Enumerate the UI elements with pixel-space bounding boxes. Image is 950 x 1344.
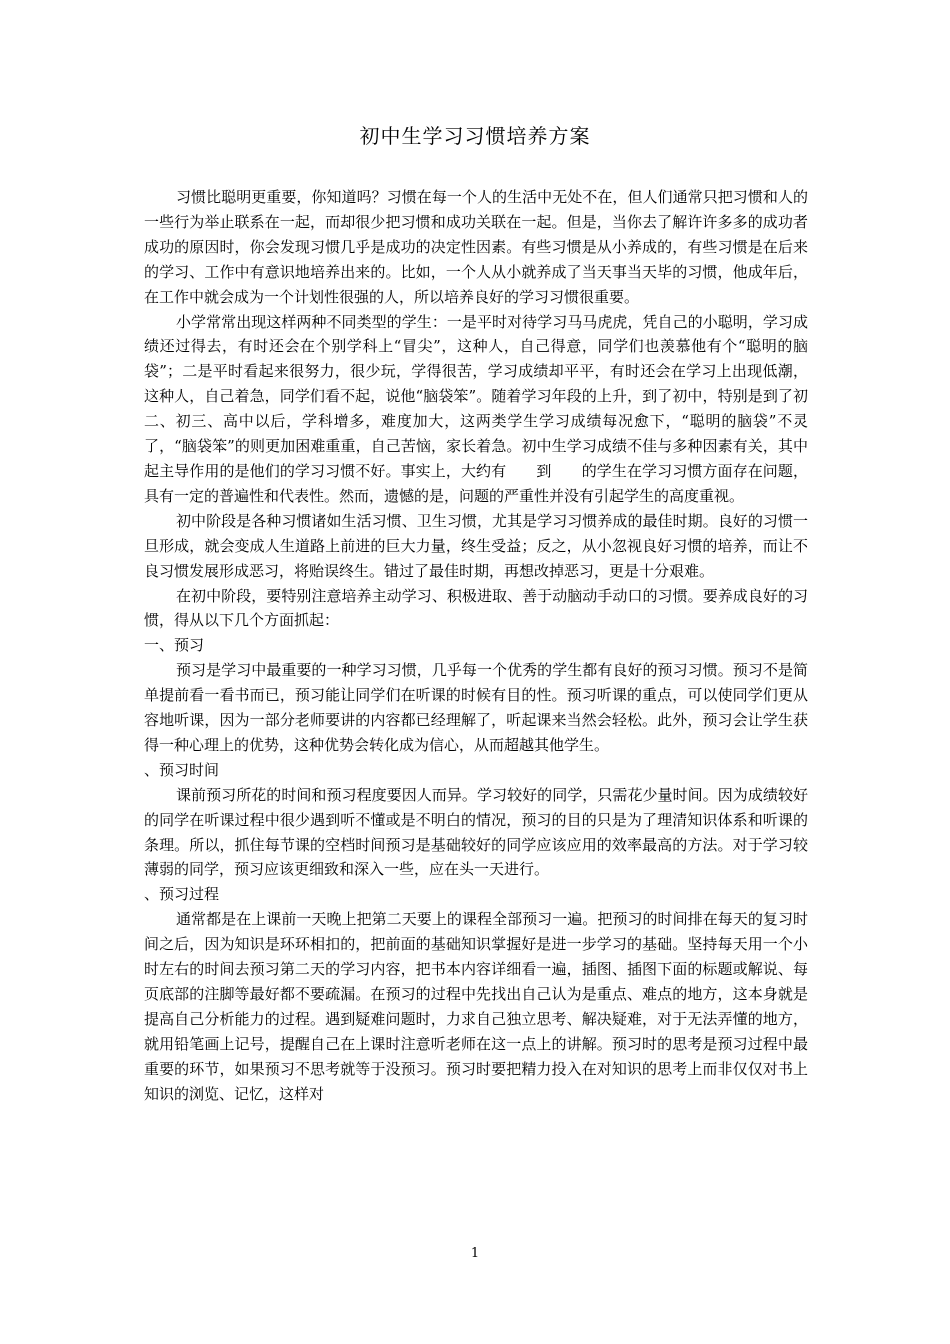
- paragraph-preview: 预习是学习中最重要的一种学习习惯，几乎每一个优秀的学生都有良好的预习习惯。预习不是简单提前看一看书而已，预习能让同学们在听课的时候有目的性。预习听课的重点，可以使同学们更从容地听课，因为一部分老师要讲的内容都已经理解了，听起课来当然会轻松。此外，预习会让学生获得一种心理上的优势，这种优势会转化成为信心，从而超越其他学生。: [144, 661, 808, 754]
- paragraph-student-types: 小学常常出现这样两种不同类型的学生：一是平时对待学习马马虎虎，凭自己的小聪明，学习成绩还过得去，有时还会在个别学科上“冒尖”，这种人，自己得意，同学们也羡慕他有个“聪明的脑袋”；二是平时看起来很努力，很少玩，学得很苦，学习成绩却平平，有时还会在学习上出现低潮，这种人，自己着急，同学们看不起，说他“脑袋笨”。随着学习年段的上升，到了初中，特别是到了初二、初三、高中以后，学科增多，难度加大，这两类学生学习成绩每况愈下，“聪明的脑袋”不灵了，“脑袋笨”的则更加困难重重，自己苦恼，家长着急。初中生学习成绩不佳与多种因素有关，其中起主导作用的是他们的学习习惯不好。事实上，大约有 到 的学生在学习习惯方面存在问题，具有一定的普遍性和代表性。然而，遗憾的是，问题的严重性并没有引起学生的高度重视。: [144, 312, 808, 505]
- document-title: 初中生学习习惯培养方案: [359, 124, 591, 148]
- section-heading-preview: 一、预习: [144, 636, 205, 655]
- paragraph-preview-time: 课前预习所花的时间和预习程度要因人而异。学习较好的同学，只需花少量时间。因为成绩较好的同学在听课过程中很少遇到听不懂或是不明白的情况，预习的目的只是为了理清知识体系和听课的条理。所以，抓住每节课的空档时间预习是基础较好的同学应该应用的效率最高的方法。对于学习较薄弱的同学，预习应该更细致和深入一些，应在头一天进行。: [144, 785, 808, 879]
- paragraph-focus-areas: 在初中阶段，要特别注意培养主动学习、积极进取、善于动脑动手动口的习惯。要养成良好的习惯，得从以下几个方面抓起：: [144, 586, 808, 630]
- paragraph-intro: 习惯比聪明更重要，你知道吗？习惯在每一个人的生活中无处不在，但人们通常只把习惯和人的一些行为举止联系在一起，而却很少把习惯和成功关联在一起。但是，当你去了解许许多多的成功者成功的原因时，你会发现习惯几乎是成功的决定性因素。有些习惯是从小养成的，有些习惯是在后来的学习、工作中有意识地培养出来的。比如，一个人从小就养成了当天事当天毕的习惯，他成年后，在工作中就会成为一个计划性很强的人，所以培养良好的学习习惯很重要。: [144, 188, 808, 306]
- page-number: 1: [470, 1246, 480, 1261]
- subsection-heading-process: 、预习过程: [144, 885, 220, 904]
- paragraph-junior-stage: 初中阶段是各种习惯诸如生活习惯、卫生习惯，尤其是学习习惯养成的最佳时期。良好的习惯一旦形成，就会变成人生道路上前进的巨大力量，终生受益；反之，从小忽视良好习惯的培养，而让不良习惯发展形成恶习，将贻误终生。错过了最佳时期，再想改掉恶习，更是十分艰难。: [144, 511, 808, 580]
- document-body: [144, 185, 808, 1107]
- subsection-heading-time: 、预习时间: [144, 760, 220, 779]
- paragraph-preview-process: 通常都是在上课前一天晚上把第二天要上的课程全部预习一遍。把预习的时间排在每天的复习时间之后，因为知识是环环相扣的，把前面的基础知识掌握好是进一步学习的基础。坚持每天用一个小时左右的时间去预习第二天的学习内容，把书本内容详细看一遍，插图、插图下面的标题或解说、每页底部的注脚等最好都不要疏漏。在预习的过程中先找出自己认为是重点、难点的地方，这本身就是提高自己分析能力的过程。遇到疑难问题时，力求自己独立思考、解决疑难，对于无法弄懂的地方，就用铅笔画上记号，提醒自己在上课时注意听老师在这一点上的讲解。预习时的思考是预习过程中最重要的环节，如果预习不思考就等于没预习。预习时要把精力投入在对知识的思考上而非仅仅对书上知识的浏览、记忆，这样对: [144, 910, 808, 1103]
